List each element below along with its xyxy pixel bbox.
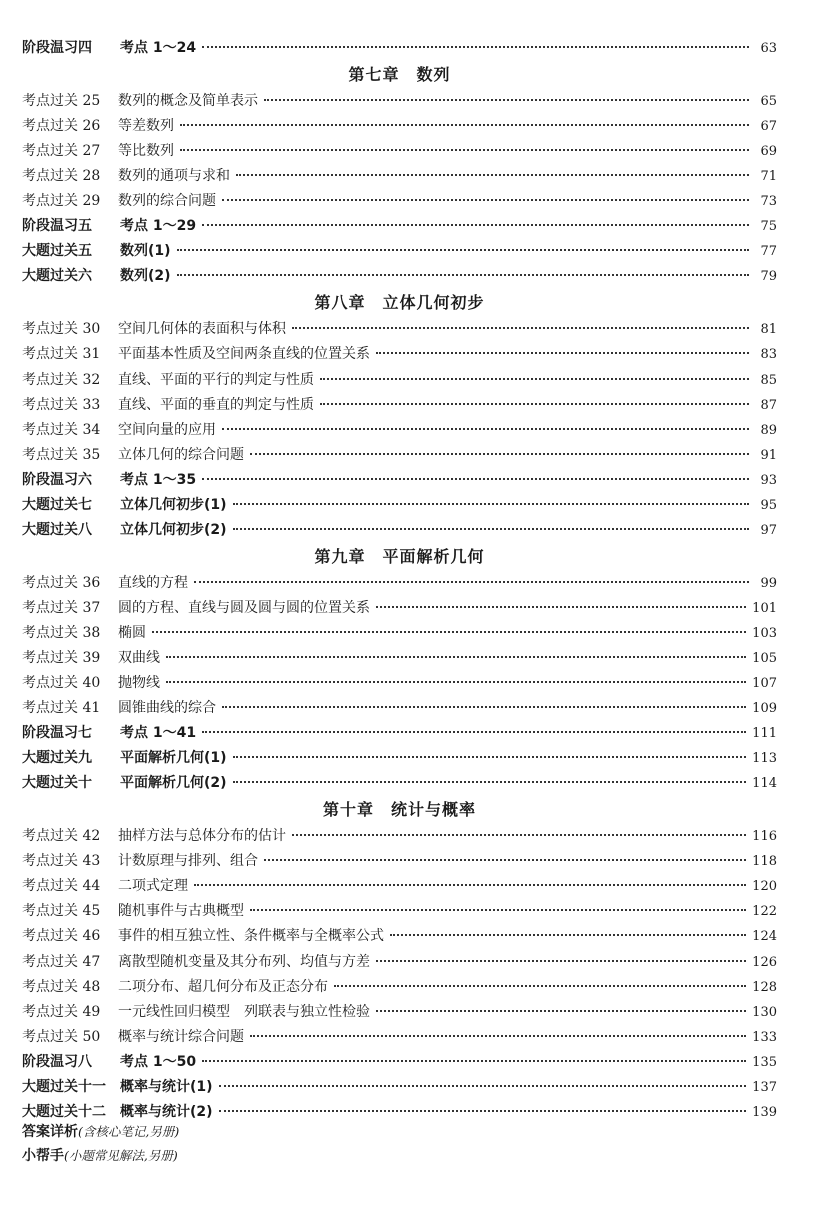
page-number: 91 (760, 447, 777, 463)
entry-code: 考点过关 28 (22, 168, 101, 185)
dot-leader (222, 706, 746, 708)
entry-code: 考点过关 40 (22, 675, 101, 692)
entry-code: 大题过关六 (22, 268, 92, 285)
page-number: 81 (760, 322, 777, 338)
entry-code: 考点过关 46 (22, 928, 101, 945)
dot-leader (376, 960, 746, 962)
toc-entry[interactable] (22, 1050, 777, 1075)
page-number: 99 (760, 575, 777, 591)
entry-code: 考点过关 45 (22, 903, 101, 920)
entry-title: 圆的方程、直线与圆及圆与圆的位置关系 (118, 599, 370, 616)
page-number: 69 (760, 144, 777, 160)
entry-title: 椭圆 (118, 624, 146, 641)
dot-leader (177, 274, 749, 276)
toc-entry[interactable] (22, 89, 777, 114)
entry-code: 考点过关 47 (22, 953, 101, 970)
entry-title: 考点 1～41 (120, 725, 197, 742)
toc-entry[interactable] (22, 317, 777, 342)
toc-entry[interactable] (22, 518, 777, 543)
entry-title: 二项式定理 (118, 878, 188, 895)
toc-entry[interactable] (22, 671, 777, 696)
toc-entry[interactable] (22, 874, 777, 899)
toc-entry[interactable] (22, 393, 777, 418)
toc-entry[interactable] (22, 721, 777, 746)
page-number: 83 (760, 347, 777, 363)
page-number: 122 (752, 904, 777, 920)
page-number: 95 (760, 497, 777, 513)
dot-leader (264, 99, 749, 101)
entry-code: 考点过关 37 (22, 599, 101, 616)
dot-leader (292, 327, 749, 329)
entry-title: 概率与统计(1) (120, 1078, 213, 1095)
page-number: 77 (760, 244, 777, 260)
entry-title: 圆锥曲线的综合 (118, 700, 216, 717)
toc-entry[interactable] (22, 596, 777, 621)
dot-leader (222, 428, 749, 430)
toc-entry[interactable] (22, 164, 777, 189)
toc-entry[interactable] (22, 1025, 777, 1050)
page-number: 113 (752, 751, 777, 767)
page-number: 124 (752, 929, 777, 945)
dot-leader (177, 249, 749, 251)
dot-leader (202, 46, 749, 48)
toc-entry[interactable] (22, 899, 777, 924)
toc-entry[interactable] (22, 1000, 777, 1025)
toc-entry[interactable] (22, 114, 777, 139)
page-number: 137 (752, 1079, 777, 1095)
dot-leader (166, 681, 746, 683)
dot-leader (236, 174, 749, 176)
entry-code: 大题过关十一 (22, 1078, 106, 1095)
dot-leader (376, 1010, 746, 1012)
entry-code: 考点过关 42 (22, 828, 101, 845)
entry-code: 考点过关 30 (22, 321, 101, 338)
entry-code: 大题过关九 (22, 750, 92, 767)
dot-leader (233, 503, 749, 505)
dot-leader (194, 581, 749, 583)
page-number: 130 (752, 1004, 777, 1020)
page-number: 103 (752, 625, 777, 641)
entry-title: 数列的通项与求和 (118, 168, 230, 185)
entry-code: 考点过关 34 (22, 421, 101, 438)
entry-code: 考点过关 35 (22, 446, 101, 463)
toc-entry[interactable] (22, 239, 777, 264)
dot-leader (222, 199, 749, 201)
page-number: 128 (752, 979, 777, 995)
page-number: 75 (760, 219, 777, 235)
toc-entry[interactable] (22, 342, 777, 367)
entry-title: 数列的综合问题 (118, 193, 216, 210)
dot-leader (320, 403, 749, 405)
page-number: 67 (760, 119, 777, 135)
toc-entry[interactable] (22, 746, 777, 771)
table-of-contents (22, 36, 777, 1125)
entry-code: 大题过关五 (22, 243, 92, 260)
toc-entry[interactable] (22, 849, 777, 874)
entry-title: 数列(1) (120, 243, 171, 260)
dot-leader (250, 1035, 746, 1037)
dot-leader (166, 656, 746, 658)
toc-entry[interactable] (22, 1075, 777, 1100)
helper-booklet-label: 小帮手 (22, 1148, 64, 1164)
toc-footer (22, 1120, 179, 1168)
page-number: 139 (752, 1104, 777, 1120)
entry-title: 考点 1～50 (120, 1053, 197, 1070)
dot-leader (264, 859, 746, 861)
entry-code: 阶段温习八 (22, 1053, 92, 1070)
dot-leader (152, 631, 746, 633)
toc-entry[interactable] (22, 493, 777, 518)
entry-code: 阶段温习七 (22, 725, 92, 742)
page-number: 85 (760, 372, 777, 388)
page-number: 71 (760, 169, 777, 185)
dot-leader (250, 909, 746, 911)
toc-entry[interactable] (22, 443, 777, 468)
entry-code: 阶段温习五 (22, 218, 92, 235)
page-number: 109 (752, 701, 777, 717)
page-number: 120 (752, 879, 777, 895)
entry-title: 随机事件与古典概型 (118, 903, 244, 920)
page-number: 93 (760, 472, 777, 488)
entry-code: 考点过关 25 (22, 93, 101, 110)
dot-leader (334, 985, 746, 987)
chapter-heading: 第九章 平面解析几何 (314, 546, 485, 566)
entry-title: 空间几何体的表面积与体积 (118, 321, 286, 338)
chapter-heading: 第十章 统计与概率 (322, 800, 476, 820)
dot-leader (233, 781, 747, 783)
page-number: 63 (760, 41, 777, 56)
answer-booklet-detail: (含核心笔记,另册) (78, 1124, 180, 1139)
toc-entry[interactable] (22, 824, 777, 849)
toc-entry[interactable] (22, 214, 777, 239)
entry-code: 考点过关 26 (22, 118, 101, 135)
entry-code: 考点过关 49 (22, 1003, 101, 1020)
entry-code: 考点过关 29 (22, 193, 101, 210)
dot-leader (202, 224, 749, 226)
entry-title: 数列(2) (120, 268, 171, 285)
entry-title: 事件的相互独立性、条件概率与全概率公式 (118, 928, 384, 945)
entry-code: 考点过关 38 (22, 624, 101, 641)
answer-booklet-label: 答案详析 (22, 1124, 78, 1140)
toc-entry[interactable] (22, 950, 777, 975)
dot-leader (390, 934, 746, 936)
page-number: 65 (760, 94, 777, 110)
toc-entry[interactable] (22, 189, 777, 214)
page-number: 107 (752, 676, 777, 692)
entry-code: 考点过关 31 (22, 346, 101, 363)
entry-title: 考点 1～35 (120, 471, 197, 488)
page-number: 105 (752, 650, 777, 666)
page-number: 116 (752, 829, 777, 845)
entry-code: 考点过关 41 (22, 700, 101, 717)
entry-title: 立体几何的综合问题 (118, 446, 244, 463)
toc-entry[interactable] (22, 571, 777, 596)
entry-code: 考点过关 36 (22, 574, 101, 591)
dot-leader (194, 884, 746, 886)
dot-leader (180, 124, 749, 126)
entry-code: 大题过关十二 (22, 1103, 106, 1120)
entry-title: 考点 1～24 (120, 40, 197, 56)
dot-leader (219, 1085, 747, 1087)
entry-title: 直线、平面的垂直的判定与性质 (118, 396, 314, 413)
entry-title: 直线的方程 (118, 574, 188, 591)
entry-title: 概率与统计(2) (120, 1103, 213, 1120)
toc-entry[interactable] (22, 621, 777, 646)
entry-title: 一元线性回归模型 列联表与独立性检验 (118, 1003, 370, 1020)
dot-leader (250, 453, 749, 455)
page-number: 79 (760, 269, 777, 285)
chapter-heading: 第七章 数列 (348, 65, 451, 85)
entry-title: 抛物线 (118, 675, 160, 692)
toc-entry[interactable] (22, 418, 777, 443)
page-number: 87 (760, 397, 777, 413)
toc-entry[interactable] (22, 139, 777, 164)
dot-leader (292, 834, 746, 836)
entry-title: 平面解析几何(1) (120, 750, 227, 767)
entry-title: 平面解析几何(2) (120, 775, 227, 792)
entry-code: 考点过关 43 (22, 853, 101, 870)
entry-code: 考点过关 39 (22, 649, 101, 666)
dot-leader (233, 528, 749, 530)
entry-title: 等比数列 (118, 143, 174, 160)
dot-leader (219, 1110, 747, 1112)
page-number: 133 (752, 1029, 777, 1045)
dot-leader (376, 606, 746, 608)
entry-title: 考点 1～29 (120, 218, 197, 235)
entry-title: 空间向量的应用 (118, 421, 216, 438)
entry-code: 考点过关 32 (22, 371, 101, 388)
toc-entry[interactable] (22, 771, 777, 796)
page-number: 101 (752, 600, 777, 616)
answer-booklet-note (22, 1120, 179, 1144)
toc-entry[interactable] (22, 36, 777, 61)
dot-leader (376, 352, 749, 354)
page-number: 118 (752, 854, 777, 870)
helper-booklet-note (22, 1144, 179, 1168)
entry-code: 考点过关 44 (22, 878, 101, 895)
entry-title: 平面基本性质及空间两条直线的位置关系 (118, 346, 370, 363)
entry-title: 等差数列 (118, 118, 174, 135)
dot-leader (202, 731, 746, 733)
page-number: 97 (760, 522, 777, 538)
dot-leader (202, 1060, 746, 1062)
entry-code: 考点过关 50 (22, 1028, 101, 1045)
toc-entry[interactable] (22, 975, 777, 1000)
toc-entry[interactable] (22, 696, 777, 721)
entry-title: 二项分布、超几何分布及正态分布 (118, 978, 328, 995)
chapter-heading: 第八章 立体几何初步 (314, 293, 485, 313)
entry-code: 阶段温习四 (22, 40, 92, 56)
entry-code: 大题过关八 (22, 521, 92, 538)
page-number: 89 (760, 422, 777, 438)
entry-code: 考点过关 33 (22, 396, 101, 413)
entry-title: 立体几何初步(1) (120, 496, 227, 513)
entry-title: 双曲线 (118, 649, 160, 666)
entry-title: 直线、平面的平行的判定与性质 (118, 371, 314, 388)
dot-leader (202, 478, 749, 480)
entry-title: 计数原理与排列、组合 (118, 853, 258, 870)
entry-code: 阶段温习六 (22, 471, 92, 488)
toc-entry[interactable] (22, 264, 777, 289)
page-number: 73 (760, 194, 777, 210)
page-number: 114 (752, 776, 777, 792)
page-number: 111 (752, 726, 777, 742)
entry-title: 离散型随机变量及其分布列、均值与方差 (118, 953, 370, 970)
entry-title: 数列的概念及简单表示 (118, 93, 258, 110)
helper-booklet-detail: (小题常见解法,另册) (64, 1148, 178, 1163)
toc-entry[interactable] (22, 468, 777, 493)
entry-title: 概率与统计综合问题 (118, 1028, 244, 1045)
page-number: 135 (752, 1054, 777, 1070)
entry-code: 考点过关 27 (22, 143, 101, 160)
dot-leader (233, 756, 747, 758)
toc-entry[interactable] (22, 368, 777, 393)
dot-leader (320, 378, 749, 380)
page-number: 126 (752, 954, 777, 970)
dot-leader (180, 149, 749, 151)
entry-code: 考点过关 48 (22, 978, 101, 995)
entry-title: 立体几何初步(2) (120, 521, 227, 538)
toc-entry[interactable] (22, 646, 777, 671)
entry-code: 大题过关七 (22, 496, 92, 513)
toc-entry[interactable] (22, 924, 777, 949)
entry-code: 大题过关十 (22, 775, 92, 792)
entry-title: 抽样方法与总体分布的估计 (118, 828, 286, 845)
